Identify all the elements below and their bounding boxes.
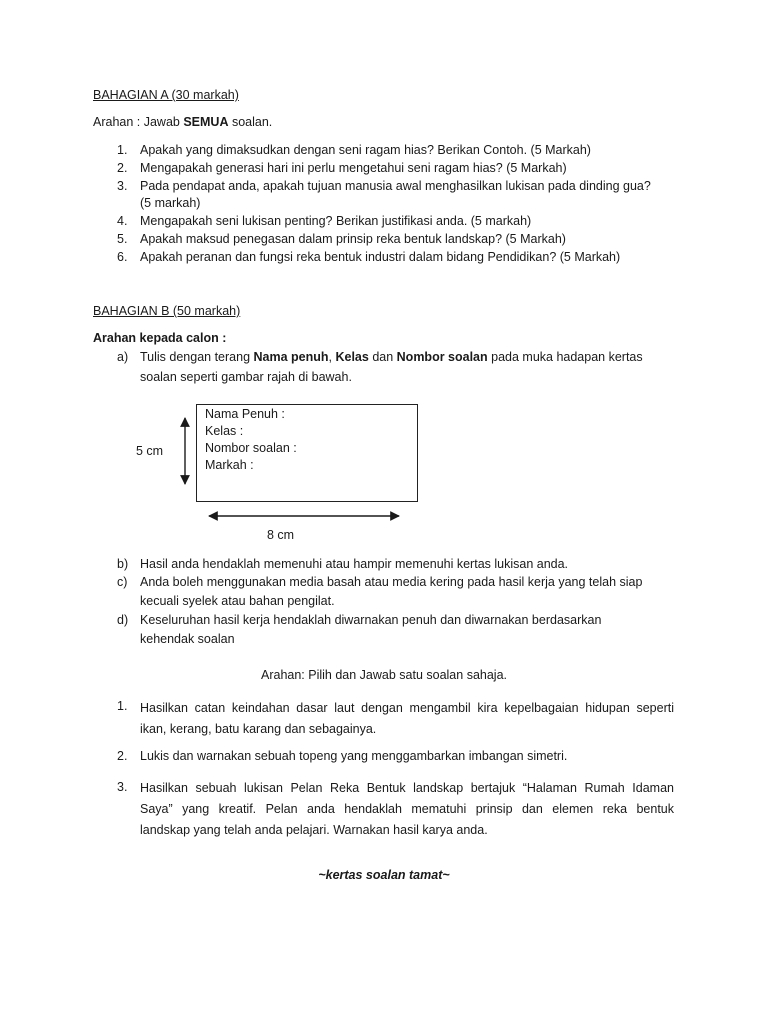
item-text-cont: kecuali syelek atau bahan pengilat. [140,594,335,608]
item-text-bold: Nama penuh [253,350,329,364]
question-text: Pada pendapat anda, apakah tujuan manusia awal menghasilkan lukisan pada dinding gua? [140,179,651,193]
question-line: landskap yang telah anda pelajari. Warnakan hasil karya anda. [140,823,488,837]
instruction-text: soalan. [228,115,273,129]
question-number: 1. [117,143,128,157]
item-label: a) [117,350,129,364]
choose-instruction: Arahan: Pilih dan Jawab satu soalan sahaja. [261,668,507,682]
question-number: 4. [117,214,128,228]
cover-box [196,404,418,502]
item-text-bold: Nombor soalan [396,350,488,364]
section-b-instruction: Arahan kepada calon : [93,331,227,345]
question-line: Hasilkan sebuah lukisan Pelan Reka Bentuk landskap bertajuk “Halaman Rumah Idaman [140,781,674,795]
cover-field: Kelas : [205,424,244,438]
height-label: 5 cm [136,444,164,458]
item-text: Keseluruhan hasil kerja hendaklah diwarnakan penuh dan diwarnakan berdasarkan [140,613,602,627]
question-number: 5. [117,232,128,246]
question-number: 3. [117,179,128,193]
question-number: 3. [117,780,128,794]
end-text: ~kertas soalan tamat~ [318,868,450,882]
question-line: ikan, kerang, batu karang dan sebagainya. [140,722,377,736]
question-number: 1. [117,699,128,713]
question-text-cont: (5 markah) [140,196,201,210]
question-line: Saya” yang kreatif. Pelan anda hendaklah mematuhi prinsip dan elemen reka bentuk [140,802,674,816]
question-number: 6. [117,250,128,264]
question-text [140,778,674,841]
item-text-part: Tulis dengan terang [140,350,254,364]
item-text-cont: kehendak soalan [140,632,235,646]
question-text [140,698,674,740]
instruction-bold: SEMUA [183,115,229,129]
question-text: Apakah yang dimaksudkan dengan seni ragam hias? Berikan Contoh. (5 Markah) [140,143,591,157]
question-line: Hasilkan catan keindahan dasar laut dengan mengambil kira kepelbagaian hidupan seperti [140,701,674,715]
question-number: 2. [117,161,128,175]
section-b-title: BAHAGIAN B (50 markah) [93,304,241,318]
question-number: 2. [117,749,128,763]
question-text: Apakah peranan dan fungsi reka bentuk industri dalam bidang Pendidikan? (5 Markah) [140,250,621,264]
item-text-part: , [328,350,336,364]
width-label: 8 cm [267,528,295,542]
item-label: c) [117,575,128,589]
item-text-bold: Kelas [335,350,369,364]
item-text: Hasil anda hendaklah memenuhi atau hampir memenuhi kertas lukisan anda. [140,557,569,571]
question-text: Lukis dan warnakan sebuah topeng yang menggambarkan imbangan simetri. [140,749,568,763]
instruction-text: Arahan : Jawab [93,115,184,129]
item-label: b) [117,557,129,571]
item-label: d) [117,613,129,627]
item-text-part: pada muka hadapan kertas [487,350,643,364]
question-text: Mengapakah seni lukisan penting? Berikan justifikasi anda. (5 markah) [140,214,532,228]
item-text: Anda boleh menggunakan media basah atau media kering pada hasil kerja yang telah siap [140,575,643,589]
section-a-title: BAHAGIAN A (30 markah) [93,88,239,102]
item-text-cont: soalan seperti gambar rajah di bawah. [140,370,352,384]
cover-field: Nama Penuh : [205,407,285,421]
item-text-part: dan [368,350,397,364]
cover-field: Markah : [205,458,254,472]
question-text: Mengapakah generasi hari ini perlu mengetahui seni ragam hias? (5 Markah) [140,161,567,175]
question-text: Apakah maksud penegasan dalam prinsip reka bentuk landskap? (5 Markah) [140,232,566,246]
cover-field: Nombor soalan : [205,441,297,455]
